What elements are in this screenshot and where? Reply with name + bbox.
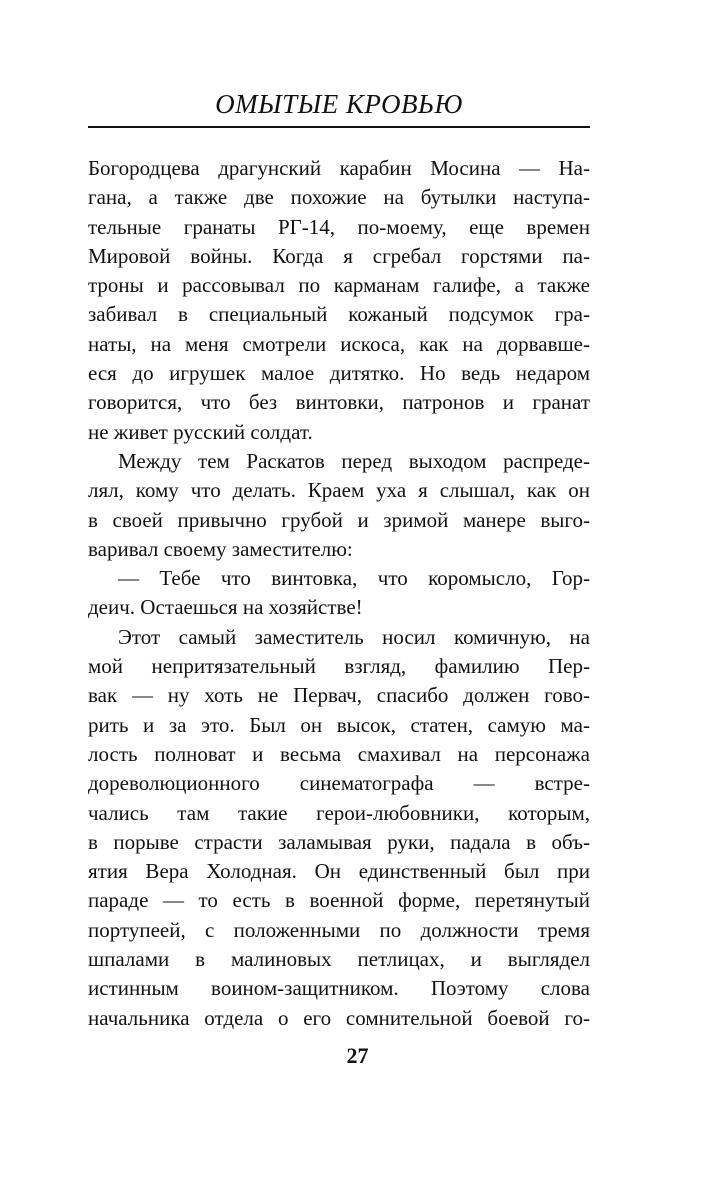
- text-line: Между тем Раскатов перед выходом распреде-: [118, 448, 590, 473]
- text-line: — Тебе что винтовка, что коромысло, Гор-: [118, 566, 590, 591]
- text-line: варивал своему заместителю:: [88, 536, 353, 561]
- text-line: лость полноват и весьма смахивал на персонажа: [88, 741, 590, 766]
- text-line: в порыве страсти заламывая руки, падала в объ-: [88, 829, 590, 854]
- text-line: Мировой войны. Когда я сгребал горстями па-: [88, 243, 590, 268]
- text-line: Богородцева драгунский карабин Мосина — На-: [88, 156, 590, 180]
- text-line: лял, кому что делать. Краем уха я слышал, как он: [88, 478, 590, 503]
- text-line: тельные гранаты РГ-14, по-моему, еще времен: [88, 214, 590, 239]
- text-line: троны и рассовывал по карманам галифе, а также: [88, 273, 590, 298]
- text-line: Этот самый заместитель носил комичную, на: [118, 624, 590, 649]
- text-line: деич. Остаешься на хозяйстве!: [88, 595, 363, 620]
- running-header-title: ОМЫТЫЕ КРОВЬЮ: [215, 89, 463, 119]
- page-body-text: [88, 154, 590, 1033]
- page-number: 27: [346, 1043, 369, 1068]
- text-line: чались там такие герои-любовники, которым,: [88, 800, 590, 825]
- text-line: рить и за это. Был он высок, статен, самую ма-: [88, 712, 590, 737]
- text-line: наты, на меня смотрели искоса, как на дорвавше-: [88, 331, 590, 356]
- paragraph: [88, 623, 590, 1033]
- text-line: говорится, что без винтовки, патронов и гранат: [88, 390, 590, 415]
- text-line: вак — ну хоть не Первач, спасибо должен гово-: [88, 683, 590, 708]
- paragraph: [88, 447, 590, 564]
- text-line: мой непритязательный взгляд, фамилию Пер-: [88, 654, 590, 679]
- text-line: не живет русский солдат.: [88, 419, 313, 444]
- text-line: параде — то есть в военной форме, перетянутый: [88, 888, 590, 913]
- text-line: в своей привычно грубой и зримой манере выго-: [88, 507, 590, 532]
- text-line: шпалами в малиновых петлицах, и выглядел: [88, 947, 590, 972]
- paragraph-dialogue: [88, 564, 590, 623]
- text-line: начальника отдела о его сомнительной боевой го-: [88, 1005, 590, 1030]
- text-line: гана, а также две похожие на бутылки наступа-: [88, 185, 590, 210]
- text-line: истинным воином-защитником. Поэтому слова: [88, 976, 590, 1001]
- paragraph: [88, 154, 590, 447]
- text-line: ятия Вера Холодная. Он единственный был при: [88, 859, 590, 884]
- text-line: дореволюционного синематографа — встре-: [88, 771, 590, 796]
- text-line: еся до игрушек малое дитятко. Но ведь недаром: [88, 361, 590, 386]
- text-line: портупеей, с положенными по должности тремя: [88, 917, 590, 942]
- running-header: [88, 84, 590, 128]
- text-line: забивал в специальный кожаный подсумок гра-: [88, 302, 590, 327]
